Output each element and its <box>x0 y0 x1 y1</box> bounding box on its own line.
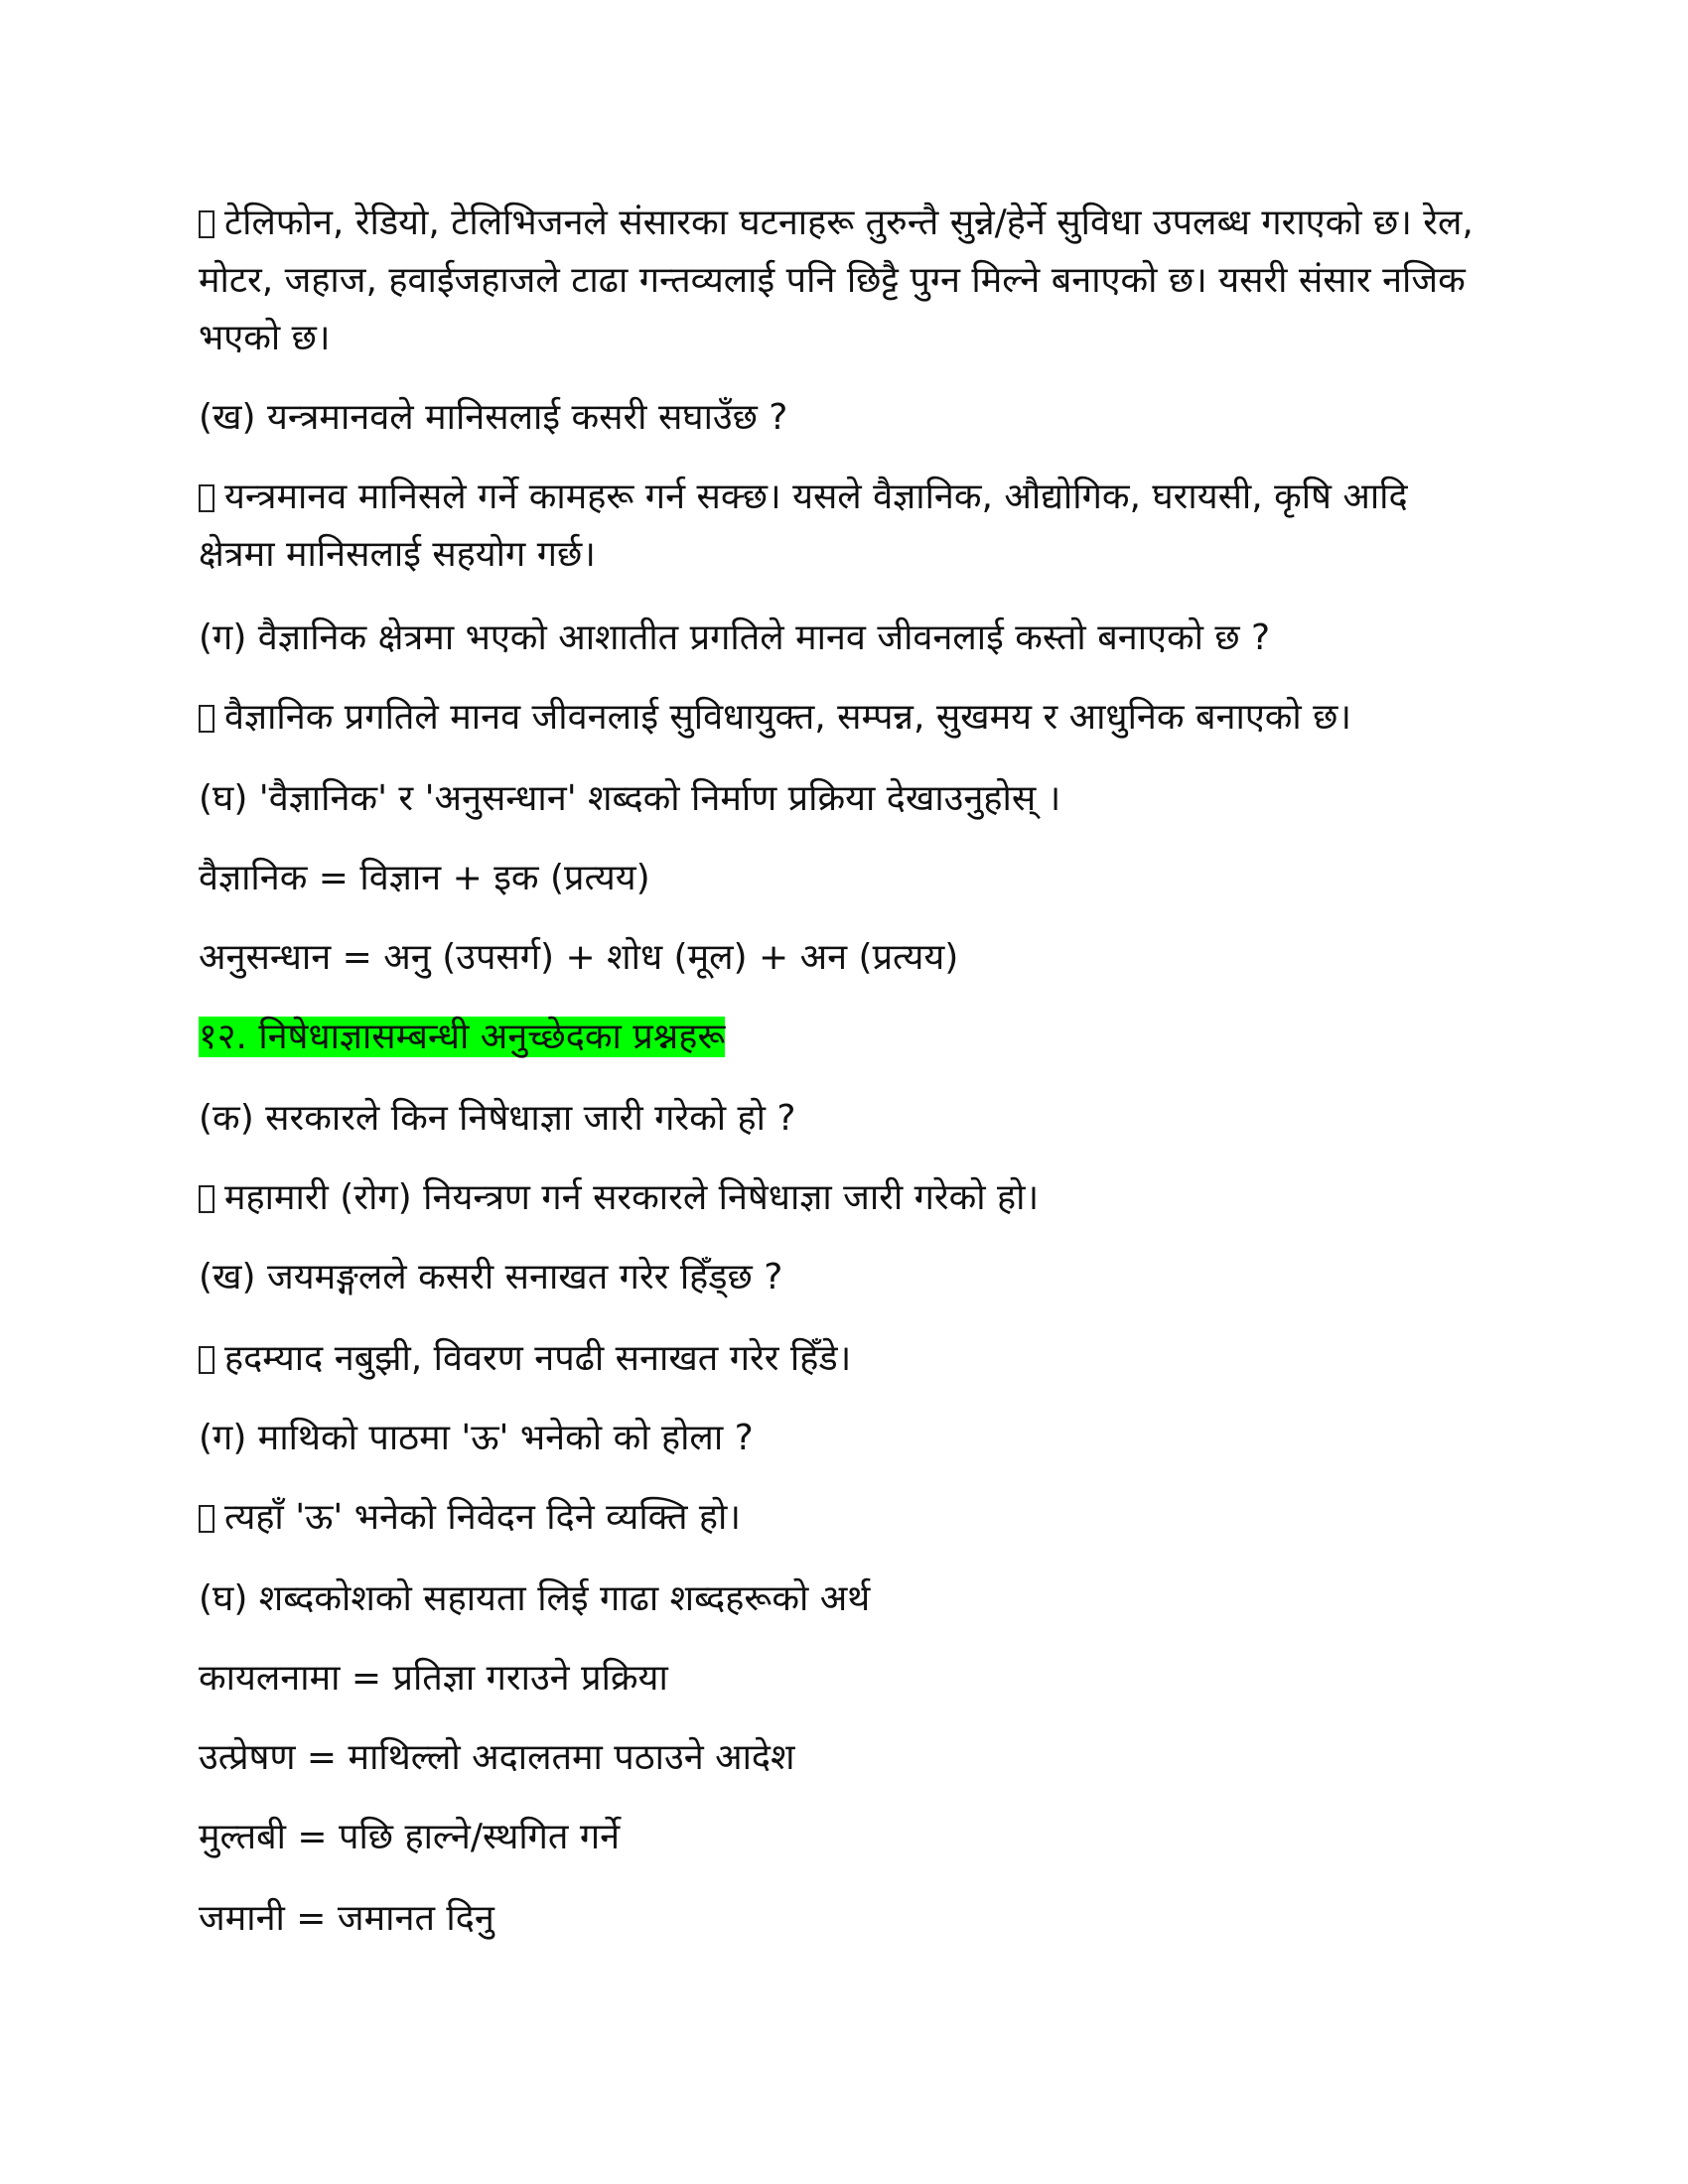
question-12-gha: (घ) शब्दकोशको सहायता लिई गाढा शब्दहरूको अर्थ <box>199 1578 871 1619</box>
answer-paragraph-progress <box>199 689 1489 747</box>
answer-paragraph-robot <box>199 469 1489 584</box>
section-heading-12 <box>199 1009 1489 1066</box>
answer-paragraph-world-closer <box>199 195 1489 367</box>
answer-bullet-icon <box>199 1505 214 1533</box>
question-kha-robot: (ख) यन्त्रमानवले मानिसलाई कसरी सघाउँछ ? <box>199 397 788 438</box>
answer-paragraph-12-ga <box>199 1489 1489 1547</box>
answer-bullet-icon <box>199 705 214 733</box>
word-formation-line-1: वैज्ञानिक = विज्ञान + इक (प्रत्यय) <box>199 858 650 898</box>
answer-bullet-icon <box>199 210 214 238</box>
answer-bullet-icon <box>199 1185 214 1213</box>
question-12-ga: (ग) माथिको पाठमा 'ऊ' भनेको को होला ? <box>199 1418 754 1458</box>
meaning-line-1: कायलनामा = प्रतिज्ञा गराउने प्रक्रिया <box>199 1658 668 1699</box>
answer-text: महामारी (रोग) नियन्त्रण गर्न सरकारले निषेधाज्ञा जारी गरेको हो। <box>224 1177 1040 1218</box>
question-12-ka: (क) सरकारले किन निषेधाज्ञा जारी गरेको हो ? <box>199 1098 796 1139</box>
answer-text: यन्त्रमानव मानिसले गर्ने कामहरू गर्न सक्छ। यसले वैज्ञानिक, औद्योगिक, घरायसी, कृषि आदि क्षेत्रमा मानिसलाई सहयोग गर्छ। <box>199 477 1408 575</box>
highlighted-heading-text: १२. निषेधाज्ञासम्बन्धी अनुच्छेदका प्रश्नहरू <box>199 1017 726 1057</box>
answer-text: त्यहाँ 'ऊ' भनेको निवेदन दिने व्यक्ति हो। <box>224 1497 741 1538</box>
answer-bullet-icon <box>199 1346 214 1374</box>
meaning-line-3: मुल्तबी = पछि हाल्ने/स्थगित गर्ने <box>199 1817 621 1857</box>
word-formation-line-2: अनुसन्धान = अनु (उपसर्ग) + शोध (मूल) + अन (प्रत्यय) <box>199 937 959 978</box>
answer-paragraph-12-kha <box>199 1330 1489 1388</box>
answer-bullet-icon <box>199 484 214 512</box>
answer-text: टेलिफोन, रेडियो, टेलिभिजनले संसारका घटनाहरू तुरुन्तै सुन्ने/हेर्ने सुविधा उपलब्ध गराएको छ। रेल, मोटर, जहाज, हवाईजहाजले टाढा गन्तव्यलाई पनि छिट्टै पुग्न मिल्ने बनाएको छ। यसरी संसार नजिक भएको छ। <box>199 203 1474 358</box>
answer-text: हदम्याद नबुझी, विवरण नपढी सनाखत गरेर हिँडे। <box>224 1338 852 1379</box>
question-gha-word-formation: (घ) 'वैज्ञानिक' र 'अनुसन्धान' शब्दको निर्माण प्रक्रिया देखाउनुहोस् । <box>199 778 1061 819</box>
answer-paragraph-12-ka <box>199 1169 1489 1227</box>
question-12-kha: (ख) जयमङ्गलले कसरी सनाखत गरेर हिँड्छ ? <box>199 1257 783 1297</box>
meaning-line-2: उत्प्रेषण = माथिल्लो अदालतमा पठाउने आदेश <box>199 1737 795 1778</box>
answer-text: वैज्ञानिक प्रगतिले मानव जीवनलाई सुविधायुक्त, सम्पन्न, सुखमय र आधुनिक बनाएको छ। <box>224 697 1352 738</box>
meaning-line-4: जमानी = जमानत दिनु <box>199 1898 494 1939</box>
question-ga-progress: (ग) वैज्ञानिक क्षेत्रमा भएको आशातीत प्रगतिले मानव जीवनलाई कस्तो बनाएको छ ? <box>199 617 1271 658</box>
